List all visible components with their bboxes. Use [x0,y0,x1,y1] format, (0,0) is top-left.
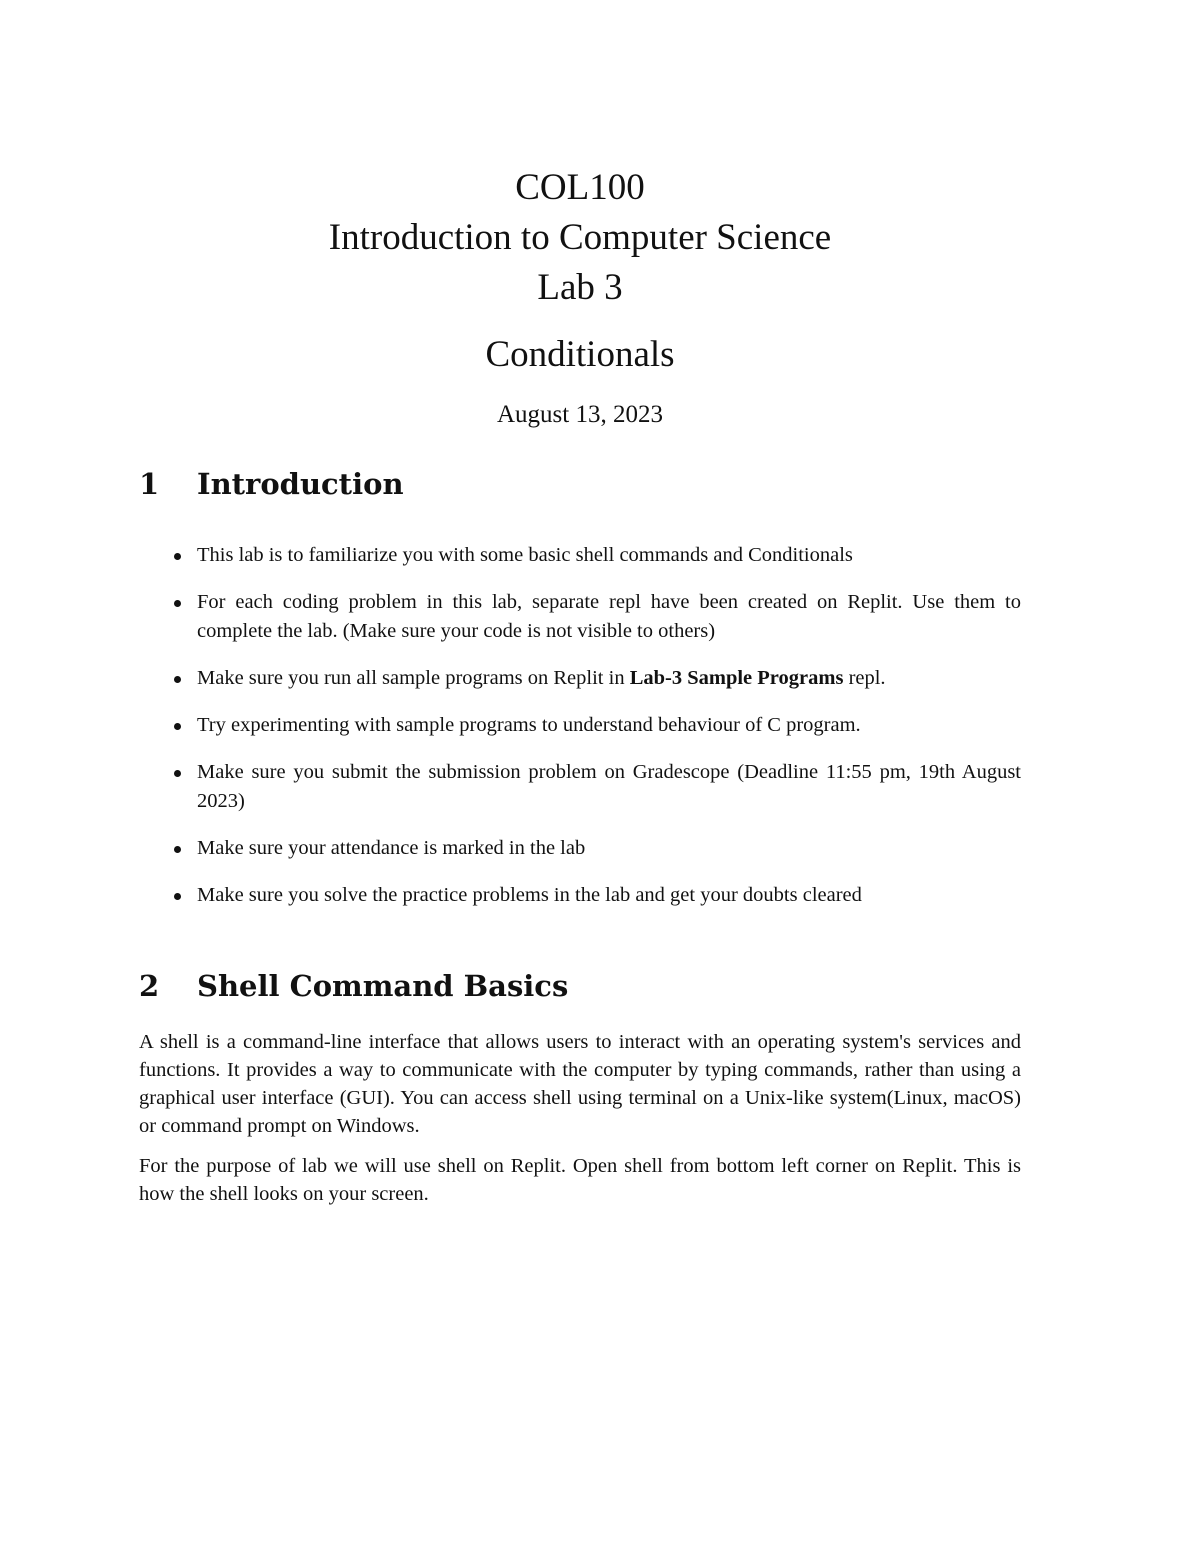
bullet-text: Make sure you solve the practice problems in the lab and get your doubts cleared [197,884,862,906]
course-title: Introduction to Computer Science [328,217,832,258]
section-shell-command-basics [139,968,1021,1208]
bullet-icon [174,676,181,683]
lab-topic: Conditionals [485,334,675,375]
section-number: 1 [139,467,160,501]
document-date: August 13, 2023 [497,401,663,428]
course-code: COL100 [515,167,645,208]
bullet-text: Make sure you run all sample programs on Replit in [197,667,630,689]
repl-name: Lab-3 Sample Programs [629,667,844,689]
lab-number: Lab 3 [537,267,623,308]
section-title: Shell Command Basics [197,969,569,1003]
bullet-text: repl. [843,667,886,689]
paragraph: A shell is a command-line interface that allows users to interact with an operating system's services and functions. It provides a way to communicate with the computer by typing commands, rather than using a graphical user interface (GUI). You can access shell using terminal on a Unix-like system(Linux, macOS) or command prompt on Windows. [139,1031,1021,1137]
bullet-text: For each coding problem in this lab, separate repl have been created on Replit. Use them to complete the lab. (Make sure your code is not visible to others) [197,591,1021,642]
bullet-icon [174,770,181,777]
bullet-text: Make sure you submit the submission problem on Gradescope (Deadline 11:55 pm, 19th August 2023) [197,761,1021,812]
paragraph: For the purpose of lab we will use shell on Replit. Open shell from bottom left corner on Replit. This is how the shell looks on your screen. [139,1155,1021,1205]
list-item [139,881,1021,910]
list-item [139,834,1021,863]
list-item [139,664,1021,693]
bullet-icon [174,846,181,853]
list-item [139,541,1021,570]
section-number: 2 [139,969,160,1003]
section-heading-introduction [139,466,1021,502]
bullet-icon [174,893,181,900]
bullet-text: This lab is to familiarize you with some basic shell commands and Conditionals [197,544,853,566]
section-title: Introduction [197,467,404,501]
title-block [0,163,1160,430]
list-item [139,758,1021,816]
bullet-icon [174,553,181,560]
section-introduction [139,466,1021,910]
list-item [139,711,1021,740]
bullet-text: Try experimenting with sample programs to understand behaviour of C program. [197,714,861,736]
bullet-icon [174,723,181,730]
bullet-icon [174,600,181,607]
bullet-text: Make sure your attendance is marked in the lab [197,837,586,859]
section-heading-shell-command-basics [139,968,1021,1004]
introduction-bullet-list [139,541,1021,910]
list-item [139,588,1021,646]
